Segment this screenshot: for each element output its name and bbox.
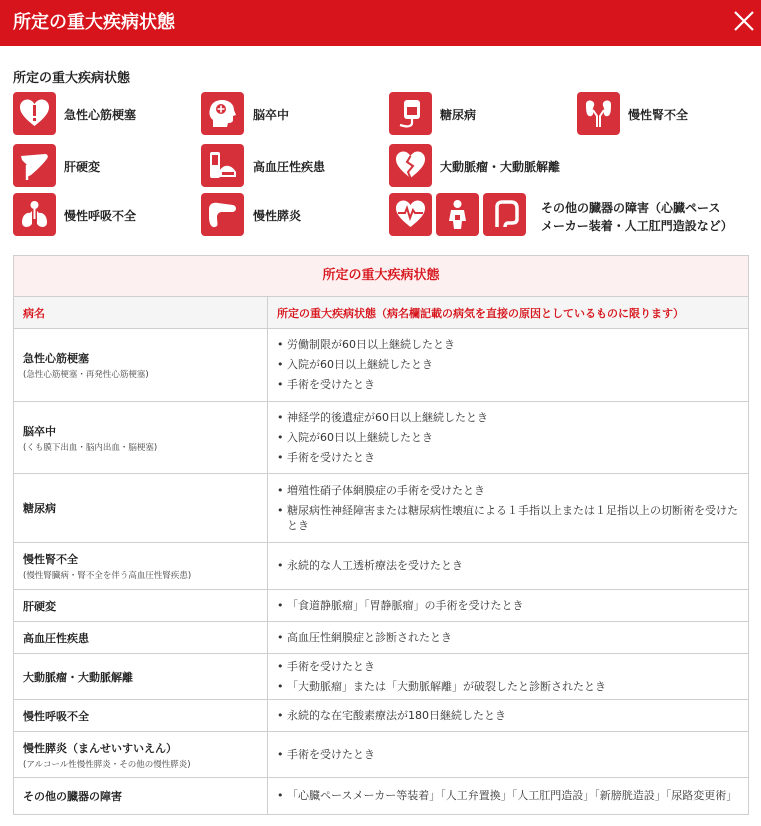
blood-pressure-icon	[201, 144, 244, 187]
disease-name-cell	[14, 474, 268, 542]
disease-name: その他の臓器の障害	[23, 790, 122, 803]
condition-item	[277, 556, 748, 576]
condition-text: 入院が60日以上継続したとき	[287, 358, 433, 371]
condition-item	[277, 745, 748, 765]
condition-item	[277, 448, 748, 468]
disease-name-cell	[14, 654, 268, 699]
disease-name: 高血圧性疾患	[23, 631, 89, 645]
disease-name-cell	[14, 700, 268, 731]
condition-text: 永続的な在宅酸素療法が180日継続したとき	[287, 708, 506, 722]
bullet-dot: •	[277, 450, 287, 464]
modal-title: 所定の重大疾病状態	[13, 12, 175, 33]
legend-label: 慢性腎不全	[628, 108, 689, 122]
disease-name-cell	[14, 590, 268, 621]
legend-label: 慢性呼吸不全	[64, 209, 137, 223]
table-row	[14, 700, 748, 732]
bullet-dot: •	[277, 747, 287, 761]
bullet-dot: •	[277, 559, 287, 572]
legend-label: 大動脈瘤・大動脈解離	[440, 160, 561, 174]
pancreas-icon	[201, 193, 244, 236]
legend-label: 高血圧性疾患	[253, 160, 326, 174]
condition-text: 神経学的後遺症が60日以上継続したとき	[287, 410, 488, 424]
section-title: 所定の重大疾病状態	[13, 71, 131, 86]
bullet-dot: •	[277, 679, 287, 693]
disease-conditions-table	[13, 255, 749, 815]
disease-name: 糖尿病	[23, 502, 56, 515]
disease-subtypes: (くも膜下出血・脳内出血・脳梗塞)	[23, 442, 158, 453]
condition-item	[277, 335, 748, 355]
bullet-dot: •	[277, 378, 287, 391]
condition-cell	[268, 402, 748, 473]
bullet-dot: •	[277, 659, 287, 673]
disease-name-cell	[14, 329, 268, 401]
bullet-dot: •	[277, 504, 287, 517]
bullet-dot: •	[277, 484, 287, 497]
bullet-dot: •	[277, 598, 287, 612]
legend-label-line: その他の臓器の障害（心臓ペース	[541, 201, 721, 215]
condition-text: 労働制限が60日以上継続したとき	[287, 338, 455, 351]
disease-name-cell	[14, 543, 268, 589]
condition-item	[277, 375, 748, 395]
disease-subtypes: (急性心筋梗塞・再発性心筋梗塞)	[23, 370, 149, 380]
disease-name-cell	[14, 622, 268, 653]
table-row	[14, 732, 748, 778]
condition-text: 「大動脈瘤」または「大動脈解離」が破裂したと診断されたとき	[287, 679, 606, 693]
heart-warning-icon	[13, 92, 56, 135]
legend-label: 急性心筋梗塞	[64, 108, 137, 122]
disease-name: 慢性呼吸不全	[23, 709, 89, 723]
bullet-dot: •	[277, 789, 287, 802]
condition-text: 「食道静脈瘤」「胃静脈瘤」の手術を受けたとき	[287, 598, 524, 612]
close-icon	[733, 10, 755, 32]
condition-text: 手術を受けたとき	[287, 659, 375, 673]
disease-subtypes: (アルコール性慢性膵炎・その他の慢性膵炎)	[23, 759, 191, 770]
legend-label: 慢性膵炎	[253, 209, 302, 223]
header-cell-condition	[268, 297, 748, 328]
table-row	[14, 402, 748, 474]
broken-heart-icon	[389, 144, 432, 187]
condition-item	[277, 596, 748, 616]
legend-label: 肝硬変	[64, 160, 101, 174]
legend-label: 脳卒中	[253, 108, 290, 122]
bullet-dot: •	[277, 708, 287, 722]
table-header-row	[14, 297, 748, 329]
lungs-icon	[13, 193, 56, 236]
header-name-text: 病名	[23, 306, 45, 320]
header-condition-text: 所定の重大疾病状態（病名欄記載の病気を直接の原因としているものに限ります）	[277, 306, 684, 320]
legend-label-line: メーカー装着・人工肛門造設など）	[541, 219, 733, 233]
condition-cell	[268, 543, 748, 589]
table-row	[14, 474, 748, 543]
condition-item	[277, 503, 748, 533]
condition-text: 高血圧性網膜症と診断されたとき	[287, 630, 452, 644]
disease-name: 大動脈瘤・大動脈解離	[23, 670, 133, 684]
condition-cell	[268, 622, 748, 653]
legend-label: 糖尿病	[440, 108, 477, 122]
condition-cell	[268, 732, 748, 777]
condition-item	[277, 786, 748, 806]
header-cell-name	[14, 297, 268, 328]
disease-subtypes: (慢性腎臓病・腎不全を伴う高血圧性腎疾患)	[23, 571, 192, 581]
legend-label	[541, 199, 733, 235]
modal-header	[0, 0, 761, 46]
table-row	[14, 543, 748, 590]
head-brain-icon	[201, 92, 244, 135]
condition-text: 手術を受けたとき	[287, 378, 375, 391]
table-row	[14, 590, 748, 622]
heartbeat-icon	[389, 193, 432, 236]
bullet-dot: •	[277, 430, 287, 444]
condition-item	[277, 677, 748, 697]
condition-item	[277, 657, 748, 677]
close-button[interactable]	[725, 3, 761, 39]
condition-item	[277, 355, 748, 375]
disease-name: 慢性膵炎（まんせいすいえん）	[23, 741, 177, 755]
condition-item	[277, 481, 748, 501]
bullet-dot: •	[277, 358, 287, 371]
disease-name-cell	[14, 732, 268, 777]
disease-name: 肝硬変	[23, 599, 56, 613]
condition-item	[277, 628, 748, 648]
bullet-dot: •	[277, 410, 287, 424]
condition-text: 手術を受けたとき	[287, 747, 375, 761]
disease-name-cell	[14, 778, 268, 814]
blood-bag-icon	[389, 92, 432, 135]
table-row	[14, 329, 748, 402]
condition-text: 糖尿病性神経障害または糖尿病性壊疽による１手指以上または１足指以上の切断術を受けたとき	[287, 504, 738, 532]
condition-text: 「心臓ペースメーカー等装着」「人工弁置換」「人工肛門造設」「新膀胱造設」「尿路変更術」	[287, 789, 738, 802]
condition-item	[277, 428, 748, 448]
condition-item	[277, 706, 748, 726]
bullet-dot: •	[277, 630, 287, 644]
kidney-icon	[577, 92, 620, 135]
bullet-dot: •	[277, 338, 287, 351]
table-row	[14, 778, 748, 814]
condition-cell	[268, 590, 748, 621]
table-body	[14, 329, 748, 814]
condition-item	[277, 408, 748, 428]
table-row	[14, 622, 748, 654]
disease-name-cell	[14, 402, 268, 473]
condition-cell	[268, 654, 748, 699]
condition-text: 手術を受けたとき	[287, 450, 375, 464]
condition-cell	[268, 700, 748, 731]
disease-name: 慢性腎不全	[23, 553, 78, 566]
condition-text: 増殖性硝子体網膜症の手術を受けたとき	[287, 484, 485, 497]
condition-text: 入院が60日以上継続したとき	[287, 430, 433, 444]
condition-text: 永続的な人工透析療法を受けたとき	[287, 559, 463, 572]
body-icon	[436, 193, 479, 236]
disease-name: 急性心筋梗塞	[23, 352, 89, 365]
condition-cell	[268, 474, 748, 542]
legend-item-other-organ-disorders	[389, 193, 749, 235]
liver-icon	[13, 144, 56, 187]
condition-cell	[268, 329, 748, 401]
condition-cell	[268, 778, 748, 814]
intestine-icon	[483, 193, 526, 236]
table-row	[14, 654, 748, 700]
table-caption: 所定の重大疾病状態	[14, 256, 748, 297]
disease-name: 脳卒中	[23, 424, 56, 438]
